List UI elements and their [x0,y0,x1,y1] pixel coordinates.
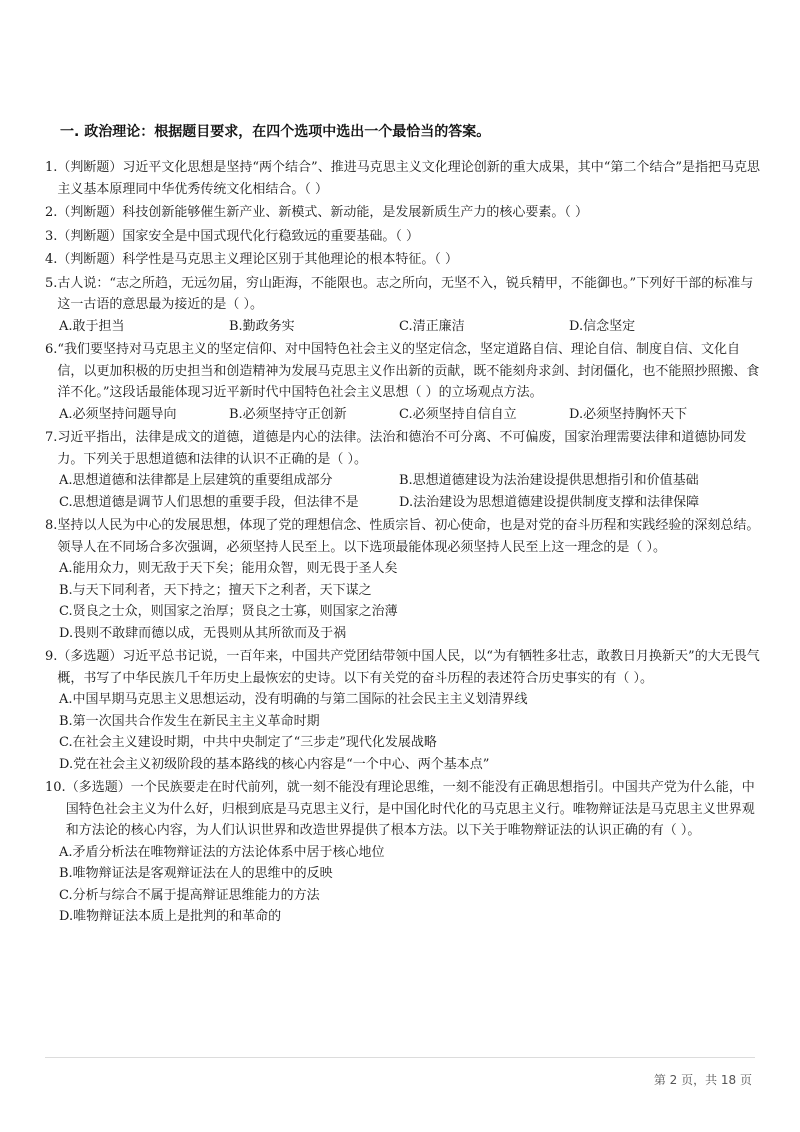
question-text: 古人说：“志之所趋，无远勿届，穷山距海，不能限也。志之所向，无坚不入，锐兵精甲，不能御也。”下列好干部的标准与这一古语的意思最为接近的是（ ）。 [57,275,754,312]
option-list [45,404,765,426]
question-stem [45,249,765,271]
answer-option: D.党在社会主义初级阶段的基本路线的核心内容是“一个中心、两个基本点” [59,756,490,772]
question-number: 5. [45,275,58,291]
answer-option: D.唯物辩证法本质上是批判的和革命的 [59,909,282,924]
question-item [45,226,765,248]
question-text: （多选题）习近平总书记说，一百年来，中国共产党团结带领中国人民，以“为有牺牲多壮志，敢教日月换新天”的大无畏气概，书写了中华民族几千年历史上最恢宏的史诗。以下有关党的奋斗历程的表述符合历史事实的有（ ）。 [57,649,760,686]
page-number: 第 2 页，共 18 页 [653,1073,752,1087]
question-list [45,157,765,930]
answer-option: A.敢于担当 [59,318,125,334]
question-number: 10. [45,780,66,795]
question-stem [45,515,765,558]
question-number: 8. [45,518,58,533]
question-stem [45,777,765,842]
option-list [45,470,765,513]
option-row [59,404,765,426]
option-row [59,623,765,645]
option-row [59,316,765,338]
question-item [45,339,765,425]
question-stem [45,226,765,248]
answer-option: C.必须坚持自信自立 [399,406,517,422]
question-text: （判断题）国家安全是中国式现代化行稳致远的重要基础。（ ） [57,228,420,244]
question-stem [45,339,765,404]
answer-option: B.必须坚持守正创新 [229,406,347,422]
option-row [59,906,765,928]
question-number: 3. [45,228,58,244]
answer-option: C.清正廉洁 [399,318,465,334]
question-number: 2. [45,205,58,220]
option-row [59,754,765,776]
question-item [45,646,765,775]
option-row [59,711,765,733]
option-list [45,842,765,928]
question-item [45,157,765,200]
question-number: 7. [45,430,58,445]
question-stem [45,157,765,200]
question-text: “我们要坚持对马克思主义的坚定信仰、对中国特色社会主义的坚定信念，坚定道路自信、理论自信、制度自信、文化自信，以更加积极的历史担当和创造精神为发展马克思主义作出新的贡献，既不能刻舟求剑、封闭僵化，也不能照抄照搬、食洋不化。”这段话最能体现习近平新时代中国特色社会主义思想（ ）的立场观点方法。 [57,342,760,400]
option-list [45,689,765,775]
answer-option: D.畏则不敢肆而德以成，无畏则从其所欲而及于祸 [59,625,347,641]
question-number: 6. [45,342,58,357]
option-list [45,558,765,644]
answer-option: A.能用众力，则无敌于天下矣；能用众智，则无畏于圣人矣 [59,561,398,576]
question-item [45,202,765,224]
question-number: 1. [45,160,58,175]
option-row [59,689,765,711]
answer-option: A.矛盾分析法在唯物辩证法的方法论体系中居于核心地位 [59,844,385,860]
answer-option: D.法治建设为思想道德建设提供制度支撑和法律保障 [399,494,700,510]
question-text: 习近平指出，法律是成文的道德，道德是内心的法律。法治和德治不可分离、不可偏废，国家治理需要法律和道德协同发力。下列关于思想道德和法律的认识不正确的是（ ）。 [57,430,747,467]
answer-option: B.与天下同利者，天下持之；擅天下之利者，天下谋之 [59,582,372,598]
question-item [45,777,765,928]
option-row [59,842,765,864]
answer-option: A.思想道德和法律都是上层建筑的重要组成部分 [59,473,333,488]
question-stem [45,427,765,470]
answer-option: C.分析与综合不属于提高辩证思维能力的方法 [59,887,320,903]
option-row [59,580,765,602]
option-row [59,885,765,907]
question-number: 9. [45,649,58,664]
option-row [59,863,765,885]
option-row [59,558,765,580]
question-text: 坚持以人民为中心的发展思想，体现了党的理想信念、性质宗旨、初心使命，也是对党的奋斗历程和实践经验的深刻总结。领导人在不同场合多次强调，必须坚持人民至上。以下选项最能体现必须坚持人民至上这一理念的是（ ）。 [57,518,760,555]
answer-option: B.思想道德建设为法治建设提供思想指引和价值基础 [399,473,699,488]
footer-divider [45,1057,755,1058]
option-row [59,492,765,514]
question-item [45,427,765,513]
answer-option: D.必须坚持胸怀天下 [569,406,688,422]
option-row [59,601,765,623]
answer-option: A.必须坚持问题导向 [59,406,177,422]
answer-option: C.在社会主义建设时期，中共中央制定了“三步走”现代化发展战略 [59,735,437,750]
question-text: （判断题）科学性是马克思主义理论区别于其他理论的根本特征。（ ） [57,252,459,267]
question-stem [45,202,765,224]
question-text: （判断题）习近平文化思想是坚持“两个结合”、推进马克思主义文化理论创新的重大成果，其中“第二个结合”是指把马克思主义基本原理同中华优秀传统文化相结合。（ ） [57,160,760,197]
answer-option: C.思想道德是调节人们思想的重要手段，但法律不是 [59,494,359,510]
section-title: 一. 政治理论：根据题目要求，在四个选项中选出一个最恰当的答案。 [60,124,491,140]
answer-option: A.中国早期马克思主义思想运动，没有明确的与第二国际的社会民主主义划清界线 [59,692,528,707]
option-row [59,732,765,754]
option-row [59,470,765,492]
question-number: 4. [45,252,58,267]
answer-option: C.贤良之士众，则国家之治厚；贤良之士寡，则国家之治薄 [59,604,398,619]
option-list [45,316,765,338]
answer-option: B.第一次国共合作发生在新民主主义革命时期 [59,713,320,729]
answer-option: D.信念坚定 [569,318,636,334]
question-stem [45,273,765,316]
question-item [45,515,765,644]
question-item [45,273,765,338]
question-stem [45,646,765,689]
question-item [45,249,765,271]
answer-option: B.勤政务实 [229,318,295,334]
question-text: （多选题）一个民族要走在时代前列，就一刻不能没有理论思维，一刻不能没有正确思想指引。中国共产党为什么能，中国特色社会主义为什么好，归根到底是马克思主义行，是中国化时代化的马克思主义行。唯物辩证法是马克思主义世界观和方法论的核心内容，为人们认识世界和改造世界提供了根本方法。以下关于唯物辩证法的认识正确的有（ ）。 [65,780,755,838]
question-text: （判断题）科技创新能够催生新产业、新模式、新动能，是发展新质生产力的核心要素。（ ） [57,205,589,220]
answer-option: B.唯物辩证法是客观辩证法在人的思维中的反映 [59,866,333,881]
